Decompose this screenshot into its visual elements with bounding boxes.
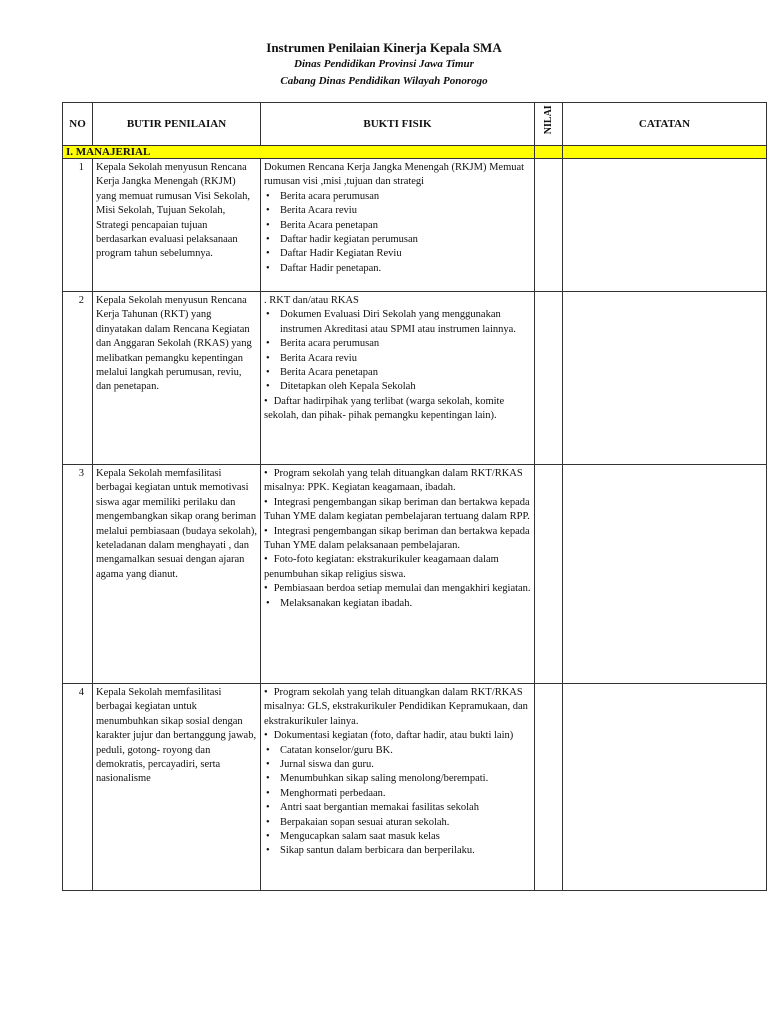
list-item: • Berpakaian sopan sesuai aturan sekolah. (264, 816, 531, 830)
butir-cell: Kepala Sekolah menyusun Rencana Kerja Jangka Menengah (RKJM) yang memuat rumusan Visi Sekolah, Misi Sekolah, Tujuan Sekolah, Strategi pencapaian tujuan berdasarkan evaluasi pelaksanaan program tahun sebelumnya. (93, 159, 261, 292)
bukti-list (264, 467, 531, 611)
nilai-cell[interactable] (535, 465, 563, 684)
list-item: • Dokumen Evaluasi Diri Sekolah yang menggunakan instrumen Akreditasi atau SPMI atau instrumen lainnya. (264, 308, 531, 337)
list-item: • Menghormati perbedaan. (264, 787, 531, 801)
row-number: 3 (63, 465, 93, 684)
assessment-table (62, 102, 767, 891)
list-item: • Ditetapkan oleh Kepala Sekolah (264, 380, 531, 394)
catatan-cell[interactable] (563, 684, 767, 891)
list-item: • Berita Acara reviu (264, 204, 531, 218)
list-item: • Jurnal siswa dan guru. (264, 758, 531, 772)
list-item: • Daftar Hadir Kegiatan Reviu (264, 247, 531, 261)
list-item: • Program sekolah yang telah dituangkan dalam RKT/RKAS misalnya: GLS, ekstrakurikuler Pendidikan Kepramukaan, dan ekstrakurikuler lainya. (264, 686, 531, 729)
nilai-label: NILAI (542, 105, 554, 134)
list-item: • Berita acara perumusan (264, 190, 531, 204)
table-row (63, 465, 767, 684)
list-item: • Menumbuhkan sikap saling menolong/berempati. (264, 772, 531, 786)
bukti-cell (261, 292, 535, 465)
list-item: • Berita Acara penetapan (264, 366, 531, 380)
column-header-nilai (535, 103, 563, 146)
bukti-cell (261, 159, 535, 292)
column-header-catatan: CATATAN (563, 103, 767, 146)
butir-cell: Kepala Sekolah menyusun Rencana Kerja Tahunan (RKT) yang dinyatakan dalam Rencana Kegiatan dan Anggaran Sekolah (RKAS) yang melibatkan pemangku kepentingan melalui langkah perumusan, reviu, dan penetapan. (93, 292, 261, 465)
row-number: 4 (63, 684, 93, 891)
list-item: • Daftar hadir kegiatan perumusan (264, 233, 531, 247)
column-header-bukti: BUKTI FISIK (261, 103, 535, 146)
list-item: • Daftar hadirpihak yang terlibat (warga sekolah, komite sekolah, dan pihak- pihak pemangku kepentingan lain). (264, 395, 531, 424)
bukti-cell (261, 465, 535, 684)
list-item: • Dokumentasi kegiatan (foto, daftar hadir, atau bukti lain) (264, 729, 531, 743)
list-item: • Program sekolah yang telah dituangkan dalam RKT/RKAS misalnya: PPK. Kegiatan keagamaan, ibadah. (264, 467, 531, 496)
bukti-list (264, 308, 531, 423)
list-item: • Berita acara perumusan (264, 337, 531, 351)
document-title: Instrumen Penilaian Kinerja Kepala SMA (266, 40, 502, 55)
bukti-intro: Dokumen Rencana Kerja Jangka Menengah (RKJM) Memuat rumusan visi ,misi ,tujuan dan strategi (264, 162, 525, 188)
table-header-row (63, 103, 767, 146)
list-item: • Integrasi pengembangan sikap beriman dan bertakwa kepada Tuhan YME dalam pelaksanaan pembelajaran. (264, 525, 531, 554)
catatan-cell[interactable] (563, 465, 767, 684)
list-item: • Mengucapkan salam saat masuk kelas (264, 830, 531, 844)
list-item: • Antri saat bergantian memakai fasilitas sekolah (264, 801, 531, 815)
section-nilai-cell (535, 146, 563, 159)
nilai-cell[interactable] (535, 159, 563, 292)
table-row (63, 292, 767, 465)
list-item: • Foto-foto kegiatan: ekstrakurikuler keagamaan dalam penumbuhan sikap religius siswa. (264, 553, 531, 582)
document-subtitle-branch: Cabang Dinas Pendidikan Wilayah Ponorogo (280, 75, 488, 87)
table-row (63, 684, 767, 891)
section-catatan-cell (563, 146, 767, 159)
list-item: • Pembiasaan berdoa setiap memulai dan mengakhiri kegiatan. (264, 582, 531, 596)
column-header-no: NO (63, 103, 93, 146)
bukti-list (264, 686, 531, 859)
section-label: I. MANAJERIAL (63, 146, 535, 159)
row-number: 2 (63, 292, 93, 465)
nilai-cell[interactable] (535, 292, 563, 465)
list-item: • Integrasi pengembangan sikap beriman dan bertakwa kepada Tuhan YME dalam kegiatan pembelajaran tertuang dalam RPP. (264, 496, 531, 525)
section-row (63, 146, 767, 159)
list-item: • Sikap santun dalam berbicara dan berperilaku. (264, 844, 531, 858)
list-item: • Melaksanakan kegiatan ibadah. (264, 597, 531, 611)
document-subtitle-agency: Dinas Pendidikan Provinsi Jawa Timur (294, 58, 474, 70)
catatan-cell[interactable] (563, 292, 767, 465)
row-number: 1 (63, 159, 93, 292)
bukti-intro: . RKT dan/atau RKAS (264, 295, 359, 306)
list-item: • Catatan konselor/guru BK. (264, 744, 531, 758)
table-row (63, 159, 767, 292)
list-item: • Berita Acara penetapan (264, 219, 531, 233)
bukti-list (264, 190, 531, 276)
bukti-cell (261, 684, 535, 891)
butir-cell: Kepala Sekolah memfasilitasi berbagai kegiatan untuk memotivasi siswa agar memiliki perilaku dan mengembangkan sikap orang beriman melalui pembiasaan (budaya sekolah), keteladanan dalam menghayati , dan mengamalkan sesuai dengan ajaran agama yang dianut. (93, 465, 261, 684)
butir-cell: Kepala Sekolah memfasilitasi berbagai kegiatan untuk menumbuhkan sikap sosial dengan karakter jujur dan bertanggung jawab, peduli, gotong- royong dan demokratis, percayadiri, serta nasionalisme (93, 684, 261, 891)
catatan-cell[interactable] (563, 159, 767, 292)
list-item: • Daftar Hadir penetapan. (264, 262, 531, 276)
column-header-butir: BUTIR PENILAIAN (93, 103, 261, 146)
list-item: • Berita Acara reviu (264, 352, 531, 366)
nilai-cell[interactable] (535, 684, 563, 891)
